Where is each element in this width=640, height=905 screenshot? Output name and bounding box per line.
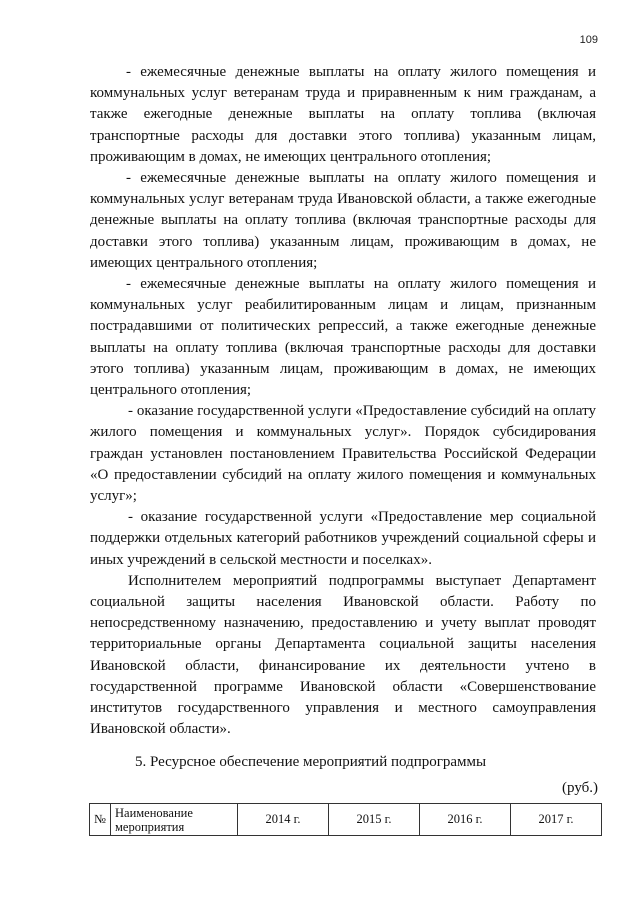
paragraph-3: - ежемесячные денежные выплаты на оплату жилого помещения и коммунальных услуг реабилитированным лицам и лицам, признанным пострадавшими от политических репрессий, а также ежегодные денежные выплаты на оплату топлива (включая транспортные расходы для доставки этого топлива) указанным лицам, проживающим в домах, не имеющих центрального отопления;	[90, 276, 596, 399]
paragraph-2: - ежемесячные денежные выплаты на оплату жилого помещения и коммунальных услуг ветеранам труда Ивановской области, а также ежегодные денежные выплаты на оплату топлива (включая транспортные расходы для доставки этого топлива) указанным лицам, проживающим в домах, не имеющих центрального отопления;	[90, 170, 596, 271]
paragraph-5: - оказание государственной услуги «Предоставление мер социальной поддержки отдельных категорий работников учреждений социальной сферы и иных учреждений в сельской местности и поселках».	[90, 509, 596, 568]
header-2017: 2017 г.	[511, 804, 602, 836]
header-2015: 2015 г.	[329, 804, 420, 836]
page-number: 109	[579, 34, 598, 46]
header-name: Наименование мероприятия	[111, 804, 238, 836]
table-header-row	[90, 804, 602, 836]
resource-table	[89, 803, 602, 836]
section-heading: 5. Ресурсное обеспечение мероприятий подпрограммы	[135, 754, 487, 770]
paragraph-1: - ежемесячные денежные выплаты на оплату жилого помещения и коммунальных услуг ветеранам труда и приравненным к ним гражданам, а также ежегодные денежные выплаты на оплату топлива (включая транспортные расходы для доставки этого топлива) указанным лицам, проживающим в домах, не имеющих центрального отопления;	[90, 64, 596, 165]
header-number: №	[90, 804, 111, 836]
paragraph-4: - оказание государственной услуги «Предоставление субсидий на оплату жилого помещения и коммунальных услуг». Порядок субсидирования граждан установлен постановлением Правительства Российской Федерации «О предоставлении субсидий на оплату жилого помещения и коммунальных услуг»;	[90, 403, 596, 505]
paragraph-6: Исполнителем мероприятий подпрограммы выступает Департамент социальной защиты населения Ивановской области. Работу по непосредственному назначению, предоставлению и учету выплат проводят территориальные органы Департамента социальной защиты населения Ивановской области, финансирование их деятельности учтено в государственной программе Ивановской области «Совершенствование институтов государственного управления и местного самоуправления Ивановской области».	[90, 572, 596, 738]
header-2014: 2014 г.	[238, 804, 329, 836]
header-2016: 2016 г.	[420, 804, 511, 836]
unit-label: (руб.)	[562, 780, 598, 796]
body-text	[90, 62, 596, 741]
